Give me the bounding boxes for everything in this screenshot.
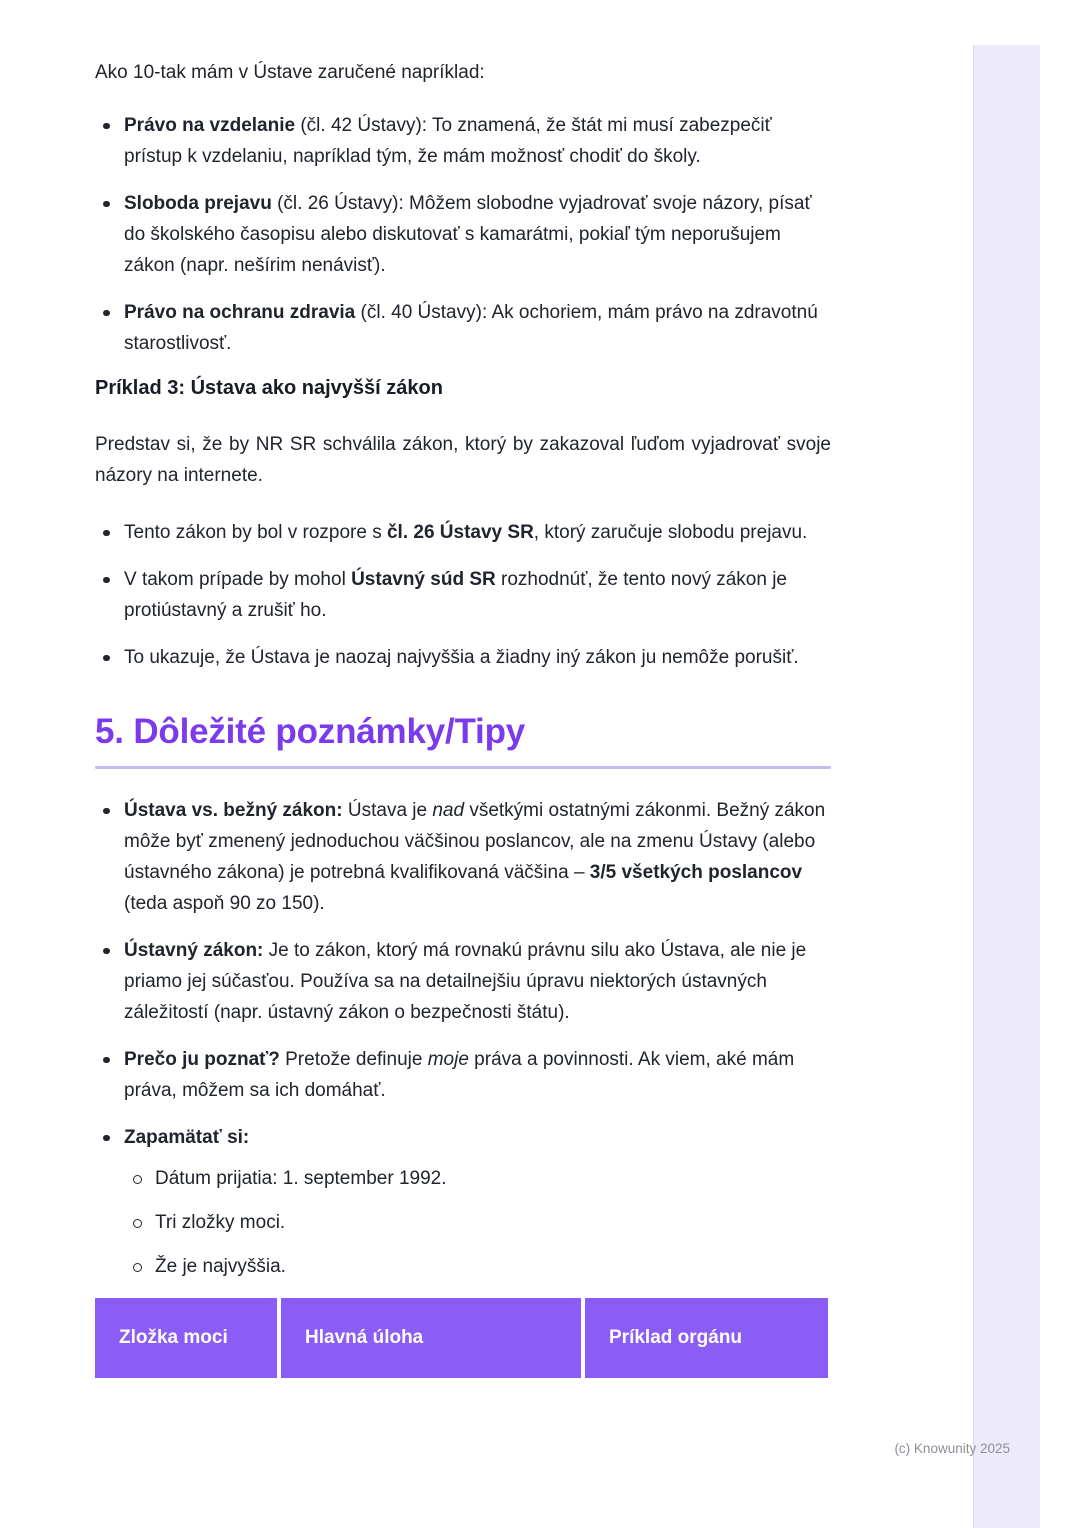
notes-list — [95, 795, 831, 1282]
list-item: Právo na vzdelanie (čl. 42 Ústavy): To znamená, že štát mi musí zabezpečiť prístup k vzdelaniu, napríklad tým, že mám možnosť chodiť do školy. — [95, 110, 831, 172]
list-item: V takom prípade by mohol Ústavný súd SR rozhodnúť, že tento nový zákon je protiústavný a zrušiť ho. — [95, 564, 831, 626]
list-item: Sloboda prejavu (čl. 26 Ústavy): Môžem slobodne vyjadrovať svoje názory, písať do školského časopisu alebo diskutovať s kamarátmi, pokiaľ tým neporušujem zákon (napr. nešírim nenávisť). — [95, 188, 831, 281]
document-content — [95, 57, 831, 1378]
page-edge-strip — [973, 45, 1040, 1528]
example-heading: Príklad 3: Ústava ako najvyšší zákon — [95, 377, 443, 399]
list-item: To ukazuje, že Ústava je naozaj najvyššia a žiadny iný zákon ju nemôže porušiť. — [95, 642, 831, 673]
section-heading: 5. Dôležité poznámky/Tipy — [95, 712, 526, 751]
table-header-cell: Príklad orgánu — [585, 1298, 828, 1378]
table-header-cell: Zložka moci — [95, 1298, 277, 1378]
list-item: Právo na ochranu zdravia (čl. 40 Ústavy): Ak ochoriem, mám právo na zdravotnú starostlivosť. — [95, 297, 831, 359]
intro-paragraph: Ako 10-tak mám v Ústave zaručené napríklad: — [95, 62, 485, 83]
table-header-cell: Hlavná úloha — [281, 1298, 581, 1378]
rights-list — [95, 110, 831, 359]
section-divider — [95, 766, 831, 769]
remember-sublist — [124, 1163, 831, 1282]
list-item: Ústavný zákon: Je to zákon, ktorý má rovnakú právnu silu ako Ústava, ale nie je priamo jej súčasťou. Používa sa na detailnejšiu úpravu niektorých ústavných záležitostí (napr. ústavný zákon o bezpečnosti štátu). — [95, 935, 831, 1028]
watermark: (c) Knowunity 2025 — [894, 1441, 1010, 1456]
sub-list-item: Tri zložky moci. — [124, 1207, 831, 1238]
sub-list-item: Že je najvyššia. — [124, 1251, 831, 1282]
example-list — [95, 517, 831, 673]
list-item-label: Zapamätať si: — [124, 1127, 250, 1148]
list-item — [95, 1122, 831, 1282]
list-item: Prečo ju poznať? Pretože definuje moje práva a povinnosti. Ak viem, aké mám práva, môžem sa ich domáhať. — [95, 1044, 831, 1106]
list-item: Ústava vs. bežný zákon: Ústava je nad všetkými ostatnými zákonmi. Bežný zákon môže byť zmenený jednoduchou väčšinou poslancov, ale na zmenu Ústavy (alebo ústavného zákona) je potrebná kvalifikovaná väčšina – 3/5 všetkých poslancov (teda aspoň 90 zo 150). — [95, 795, 831, 919]
summary-table-header-row — [95, 1298, 831, 1378]
list-item: Tento zákon by bol v rozpore s čl. 26 Ústavy SR, ktorý zaručuje slobodu prejavu. — [95, 517, 831, 548]
example-paragraph: Predstav si, že by NR SR schválila zákon, ktorý by zakazoval ľuďom vyjadrovať svoje názory na internete. — [95, 434, 831, 486]
sub-list-item: Dátum prijatia: 1. september 1992. — [124, 1163, 831, 1194]
